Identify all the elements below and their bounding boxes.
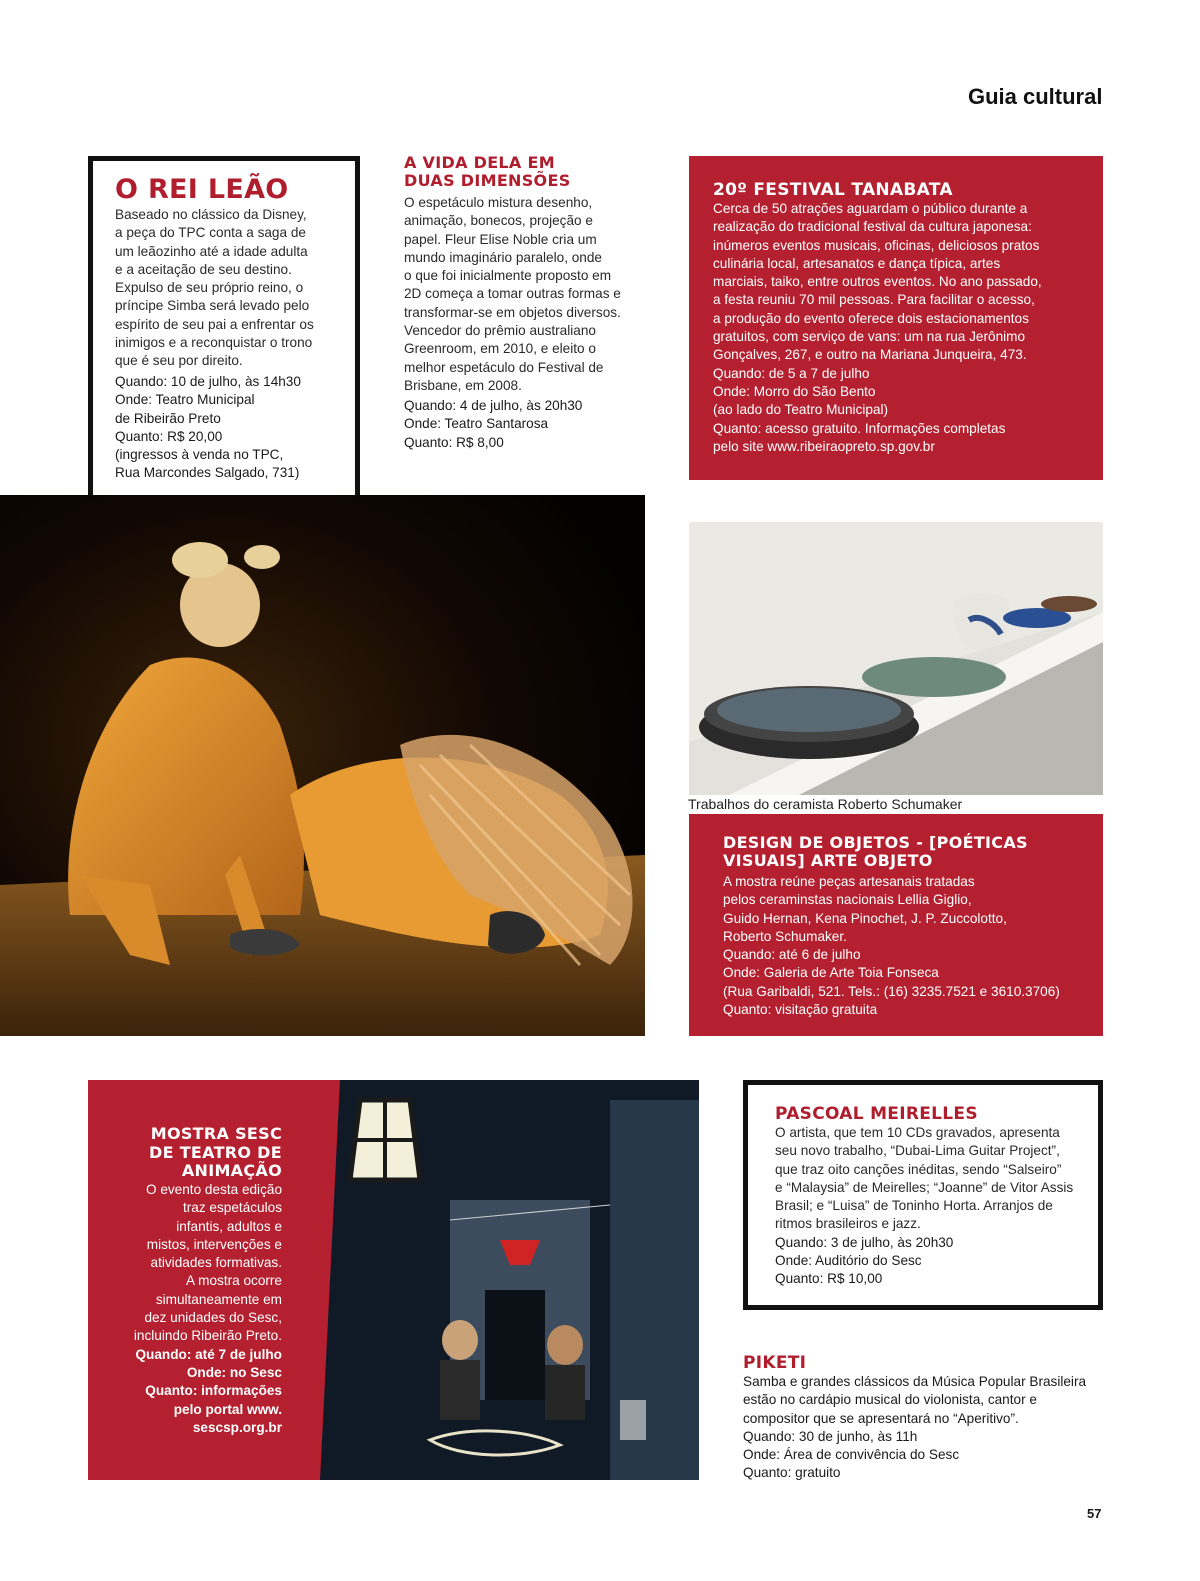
info-line: Onde: Teatro Municipal [115,392,255,408]
text-line: Expulso de seu próprio reino, o [115,280,304,296]
rei-leao-description [115,206,314,371]
pascoal-description [775,1124,1073,1289]
info-line: Rua Marcondes Salgado, 731) [115,465,300,481]
text-line: pelos ceraminstas nacionais Lellia Giglio, [723,892,972,908]
text-line: animação, bonecos, projeção e [404,213,593,229]
text-line: culinária local, artesanatos e dança típica, artes [713,255,1001,271]
info-line: Quando: 10 de julho, às 14h30 [115,374,301,389]
text-line: O artista, que tem 10 CDs gravados, apresenta [775,1125,1060,1140]
title-line: DUAS DIMENSÕES [404,171,571,190]
text-line: dez unidades do Sesc, [144,1310,282,1326]
text-line: um leãozinho até a idade adulta [115,243,308,259]
info-line: Onde: Teatro Santarosa [404,416,549,432]
info-line: Quanto: R$ 10,00 [775,1271,883,1287]
info-line: Quando: 30 de junho, às 11h [743,1428,918,1444]
text-line: pelo site www.ribeiraopreto.sp.gov.br [713,438,935,454]
text-line: a festa reuniu 70 mil pessoas. Para facilitar o acesso, [713,292,1035,308]
text-line: (ao lado do Teatro Municipal) [713,402,889,418]
info-line: sescsp.org.br [192,1419,282,1435]
text-line: compositor que se apresentará no “Aperitivo”. [743,1410,1019,1426]
title-line: DESIGN DE OBJETOS - [POÉTICAS [723,833,1028,852]
info-line: Quanto: R$ 8,00 [404,434,504,450]
text-line: Gonçalves, 267, e outro na Mariana Junqueira, 473. [713,347,1027,363]
text-line: Onde: Morro do São Bento [713,383,876,399]
text-line: Vencedor do prêmio australiano [404,323,596,339]
text-line: seu novo trabalho, “Dubai-Lima Guitar Project”, [775,1143,1060,1159]
tanabata-description [713,200,1042,456]
vida-dela-description [404,194,621,395]
title-line: VISUAIS] ARTE OBJETO [723,851,933,870]
rei-leao-photo [0,495,645,1036]
tanabata-title: 20º FESTIVAL TANABATA [713,180,953,200]
text-line: o que foi inicialmente proposto em [404,268,612,284]
info-line: Onde: Área de convivência do Sesc [743,1447,960,1463]
rei-leao-info [115,373,301,483]
mostra-sesc-title [149,1125,282,1181]
puppets-photo [300,1080,699,1480]
info-line: Quando: 4 de julho, às 20h30 [404,398,583,413]
ceramics-illustration [689,522,1103,795]
info-line: Quando: até 7 de julho [135,1346,282,1362]
text-line: melhor espetáculo do Festival de [404,359,604,375]
vida-dela-title [404,154,571,190]
text-line: realização do tradicional festival da cultura japonesa: [713,219,1032,235]
info-line: Onde: no Sesc [186,1364,282,1380]
text-line: Greenroom, em 2010, e eleito o [404,341,596,357]
text-line: simultaneamente em [155,1291,282,1307]
text-line: Brisbane, em 2008. [404,377,522,393]
text-line: que traz oito canções inéditas, sendo “Salseiro” [775,1161,1062,1177]
text-line: gratuitos, com serviço de vans: um na rua Jerônimo [713,329,1026,345]
text-line: mundo imaginário paralelo, onde [404,249,602,265]
text-line: papel. Fleur Elise Noble cria um [404,231,597,247]
ceramics-caption: Trabalhos do ceramista Roberto Schumaker [688,796,963,812]
text-line: inúmeros eventos musicais, oficinas, deliciosos pratos [713,237,1040,253]
title-line: DE TEATRO DE [149,1142,282,1162]
text-line: Cerca de 50 atrações aguardam o público durante a [713,201,1028,216]
info-line: Onde: Auditório do Sesc [775,1253,922,1269]
info-line: de Ribeirão Preto [115,410,221,426]
text-line: e a aceitação de seu destino. [115,261,292,277]
text-line: Quando: até 6 de julho [723,947,861,963]
text-line: incluindo Ribeirão Preto. [133,1328,282,1344]
info-line: Quanto: gratuito [743,1465,841,1481]
info-line: pelo portal www. [173,1401,282,1417]
info-line: Quanto: informações [145,1383,282,1399]
piketi-title: PIKETI [743,1353,807,1373]
design-description [723,873,1060,1019]
text-line: A mostra reúne peças artesanais tratadas [723,874,975,889]
text-line: estão no cardápio musical do violonista, cantor e [743,1392,1037,1408]
text-line: (Rua Garibaldi, 521. Tels.: (16) 3235.7521 e 3610.3706) [723,983,1060,999]
text-line: mistos, intervenções e [146,1236,282,1252]
text-line: Guido Hernan, Kena Pinochet, J. P. Zuccolotto, [723,910,1007,926]
text-line: Onde: Galeria de Arte Toia Fonseca [723,965,939,981]
text-line: O evento desta edição [145,1182,282,1197]
text-line: príncipe Simba será levado pelo [115,298,310,314]
text-line: e “Malaysia” de Meirelles; “Joanne” de Vitor Assis [775,1179,1074,1195]
page-number: 57 [1087,1506,1102,1521]
text-line: Baseado no clássico da Disney, [115,207,307,222]
text-line: marciais, taiko, entre outros eventos. No ano passado, [713,274,1042,290]
info-line: (ingressos à venda no TPC, [115,447,284,463]
puppets-illustration [300,1080,699,1480]
text-line: Roberto Schumaker. [723,928,847,944]
text-line: a peça do TPC conta a saga de [115,225,306,241]
title-line: ANIMAÇÃO [181,1161,282,1180]
title-line: MOSTRA SESC [150,1124,282,1143]
text-line: espírito de seu pai a enfrentar os [115,316,314,332]
design-title [723,834,1028,870]
info-line: Quanto: R$ 20,00 [115,428,223,444]
title-line: A VIDA DELA EM [404,153,555,172]
section-title: Guia cultural [968,84,1103,109]
text-line: Brasil; e “Luisa” de Toninho Horta. Arranjos de [775,1198,1053,1214]
text-line: atividades formativas. [150,1255,282,1271]
text-line: O espetáculo mistura desenho, [404,195,593,210]
text-line: Quando: de 5 a 7 de julho [713,365,870,381]
text-line: Quanto: visitação gratuita [723,1002,878,1018]
pascoal-title: PASCOAL MEIRELLES [775,1104,978,1124]
rei-leao-illustration [0,495,645,1036]
info-line: Quando: 3 de julho, às 20h30 [775,1234,954,1250]
text-line: Quanto: acesso gratuito. Informações completas [713,420,1006,436]
text-line: ritmos brasileiros e jazz. [775,1216,921,1232]
text-line: a produção do evento oferece dois estacionamentos [713,310,1029,326]
text-line: traz espetáculos [183,1200,282,1216]
text-line: transformar-se em objetos diversos. [404,304,621,320]
text-line: que é seu por direito. [115,353,243,369]
rei-leao-title: O REI LEÃO [115,174,289,205]
mostra-sesc-description [134,1181,282,1437]
text-line: 2D começa a tomar outras formas e [404,286,621,302]
text-line: Samba e grandes clássicos da Música Popular Brasileira [743,1374,1087,1389]
text-line: infantis, adultos e [176,1218,282,1234]
piketi-description [743,1373,1086,1483]
ceramics-photo [689,522,1103,795]
text-line: A mostra ocorre [186,1273,282,1289]
vida-dela-info [404,397,582,452]
text-line: inimigos e a reconquistar o trono [115,335,313,351]
